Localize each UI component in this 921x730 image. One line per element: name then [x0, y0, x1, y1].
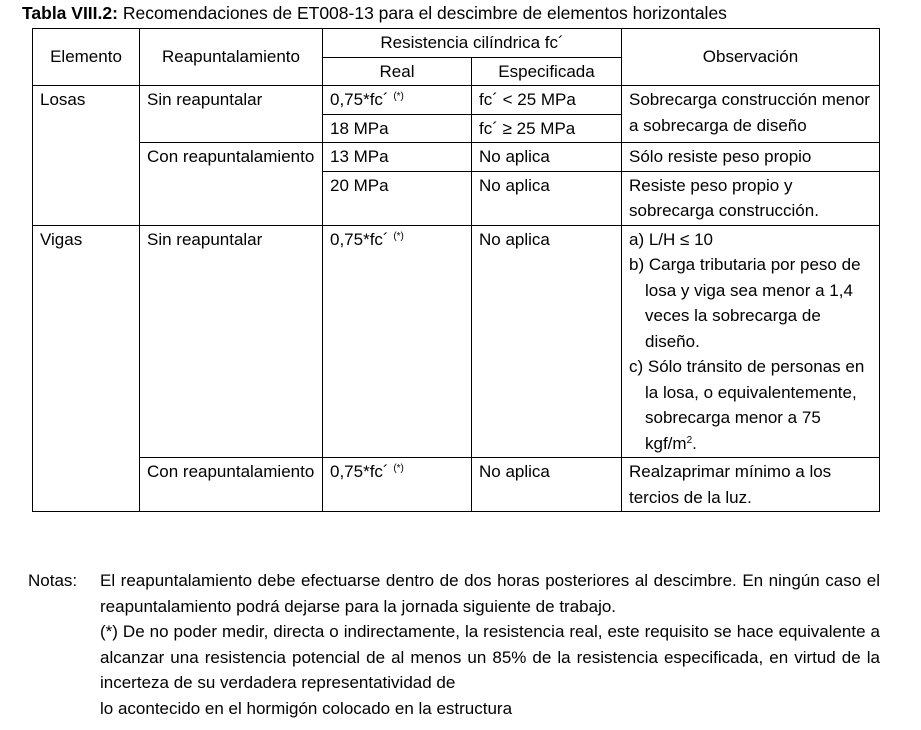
- cell-especificada: No aplica: [472, 458, 622, 512]
- cell-observacion: Sólo resiste peso propio: [622, 143, 880, 172]
- reap-losas-sin: Sin reapuntalar: [140, 86, 323, 143]
- note-paragraph: lo acontecido en el hormigón colocado en la estructura: [100, 698, 513, 718]
- cell-especificada: fc´ < 25 MPa: [472, 86, 622, 115]
- caption-label: Tabla VIII.2:: [22, 3, 118, 23]
- cell-especificada: fc´ ≥ 25 MPa: [472, 114, 622, 143]
- cell-observacion: Sobrecarga construcción menor a sobrecarga de diseño: [622, 86, 880, 143]
- note-paragraph: El reapuntalamiento debe efectuarse dentro de dos horas posteriores al descimbre. En ningún caso el reapuntalamiento podrá dejarse para la jornada siguiente de trabajo.: [100, 571, 880, 616]
- cell-especificada: No aplica: [472, 171, 622, 225]
- table-row: [33, 225, 880, 458]
- cell-real: 18 MPa: [323, 114, 472, 143]
- header-especificada: Especificada: [472, 57, 622, 86]
- list-item: c) Sólo tránsito de personas en la losa, o equivalentemente, sobrecarga menor a 75 kgf/$m^2$.: [629, 357, 865, 453]
- list-item: a) L/H ≤ 10: [629, 229, 713, 249]
- caption-text: Recomendaciones de ET008-13 para el descimbre de elementos horizontales: [122, 3, 727, 23]
- header-real: Real: [323, 57, 472, 86]
- table-row: [33, 143, 880, 172]
- table-row: [33, 458, 880, 512]
- header-elemento: Elemento: [33, 29, 140, 86]
- observation-list: [629, 227, 872, 457]
- note-paragraph: (*) De no poder medir, directa o indirectamente, la resistencia real, este requisito se hace equivalente a alcanzar una resistencia potencial de al menos un 85% de la resistencia especificada, en virtud de la incerteza de su verdadera representatividad de: [100, 622, 880, 692]
- reap-losas-con: Con reapuntalamiento: [140, 143, 323, 226]
- cell-real: 0,75*fc´ (*): [323, 86, 472, 115]
- table-caption: [22, 3, 727, 24]
- cell-observacion: Resiste peso propio y sobrecarga construcción.: [622, 171, 880, 225]
- recommendations-table: [32, 28, 880, 512]
- header-row: [33, 29, 880, 58]
- table-row: [33, 86, 880, 115]
- cell-real: 0,75*fc´ (*): [323, 225, 472, 458]
- header-observacion: Observación: [622, 29, 880, 86]
- cell-observacion: [622, 225, 880, 458]
- notes-section: [28, 568, 880, 721]
- cell-observacion: Realzaprimar mínimo a los tercios de la luz.: [622, 458, 880, 512]
- element-vigas: Vigas: [33, 225, 140, 512]
- header-reapuntalamiento: Reapuntalamiento: [140, 29, 323, 86]
- notes-label: Notas:: [28, 571, 78, 590]
- cell-especificada: No aplica: [472, 225, 622, 458]
- list-item: b) Carga tributaria por peso de losa y viga sea menor a 1,4 veces la sobrecarga de diseño.: [629, 255, 861, 351]
- cell-real: 0,75*fc´ (*): [323, 458, 472, 512]
- reap-vigas-sin: Sin reapuntalar: [140, 225, 323, 458]
- cell-real: 13 MPa: [323, 143, 472, 172]
- reap-vigas-con: Con reapuntalamiento: [140, 458, 323, 512]
- cell-real: 20 MPa: [323, 171, 472, 225]
- header-resistencia: Resistencia cilíndrica fc´: [323, 29, 622, 58]
- element-losas: Losas: [33, 86, 140, 226]
- cell-especificada: No aplica: [472, 143, 622, 172]
